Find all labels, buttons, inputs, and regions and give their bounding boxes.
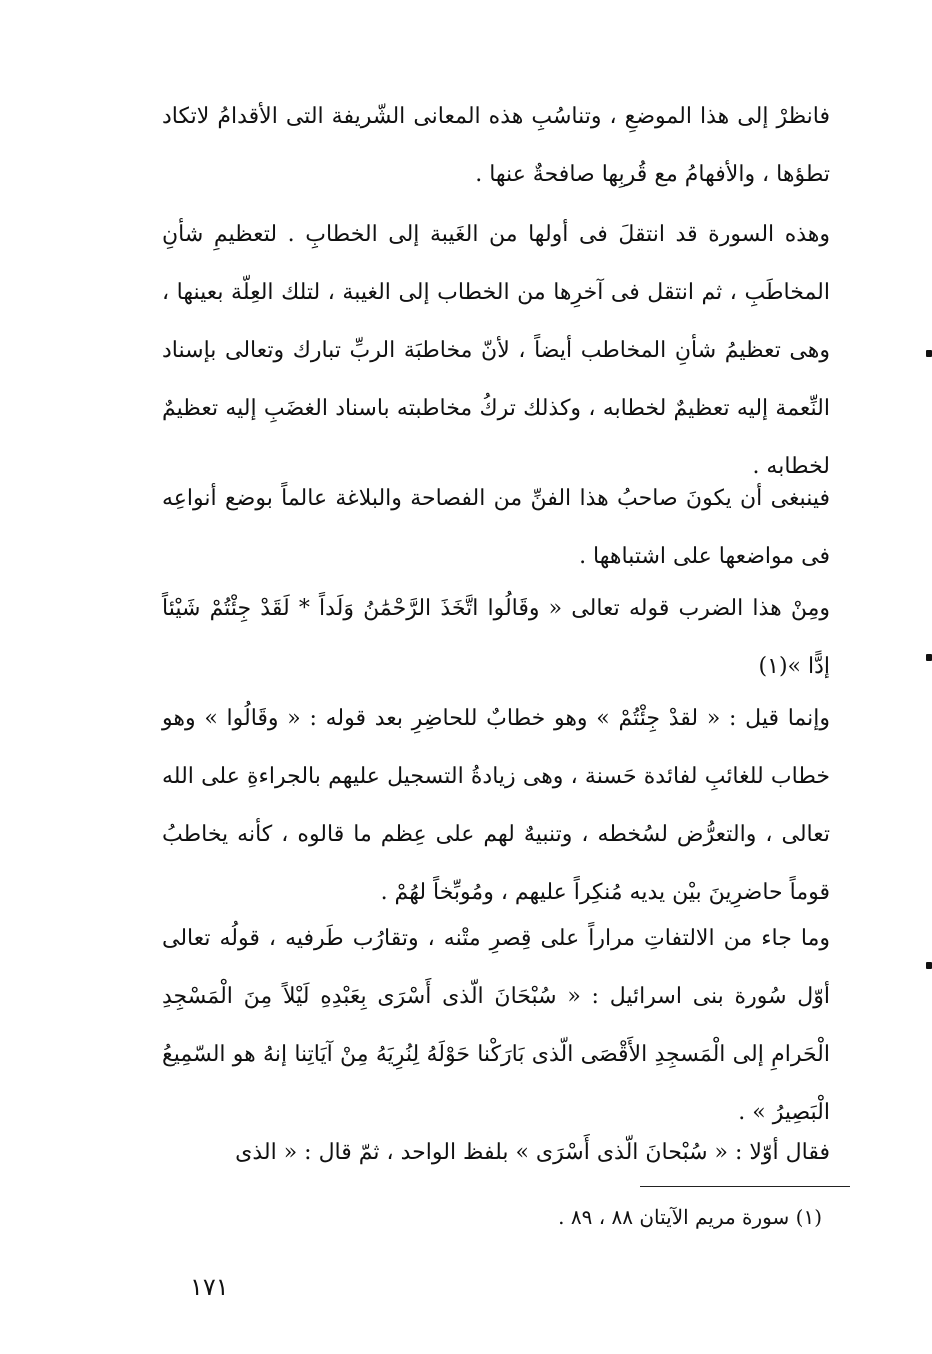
margin-mark xyxy=(926,654,932,661)
footnote: (١) سورة مريم الآيتان ٨٨ ، ٨٩ . xyxy=(558,1205,822,1229)
paragraph-2: وهذه السورة قد انتقلَ فى أولها من الغَيبة إلى الخطابِ . لتعظيمِ شأنِ المخاطَبِ ، ثم انتقل فى آخرِها من الخطاب إلى الغيبة ، لتلك العِلّة بعينها ، وهى تعظيمُ شأنِ المخاطب أيضاً ، لأنّ مخاطبَة الربِّ تبارك وتعالى بإسناد النِّعمة إليه تعظيمٌ لخطابه ، وكذلك تركُ مخاطبته باسناد الغضَبِ إليه تعظيمٌ لخطابه . xyxy=(162,222,830,479)
margin-mark xyxy=(926,350,932,357)
paragraph-5: وإنما قيل : « لقدْ جِئْتُمْ » وهو خطابٌ للحاضِرِ بعد قوله : « وقَالُوا » وهو خطاب للغائبِ لفائدة حَسنة ، وهى زيادةُ التسجيل عليهم بالجراءةِ على الله تعالى ، والتعرُّض لسُخطه ، وتنبيهٌ لهم على عِظم ما قالوه ، كأنه يخاطبُ قوماً حاضرِينَ بيْن يديه مُنكِراً عليهم ، ومُوبِّخاً لهُمْ . xyxy=(162,706,830,905)
paragraph-3: فينبغى أن يكونَ صاحبُ هذا الفنِّ من الفصاحة والبلاغة عالماً بوضع أنواعِه فى مواضعها على اشتباهها . xyxy=(162,486,830,569)
paragraph-1: فانظرْ إلى هذا الموضعِ ، وتناسُبِ هذه المعانى الشّريفة التى الأقدامُ لاتكاد تطؤها ، والأفهامُ مع قُربِها صافحةٌ عنها . xyxy=(162,104,831,187)
margin-mark xyxy=(926,962,932,969)
page-number: ١٧١ xyxy=(190,1273,229,1301)
paragraph-4: ومِنْ هذا الضرب قوله تعالى « وقَالُوا اتَّخَذَ الرَّحْمَٰنُ وَلَداً * لَقَدْ جِئْتُمْ شَيْئاً إدًّا »(١) xyxy=(162,596,830,679)
footnote-divider xyxy=(640,1186,850,1187)
paragraph-6: وما جاء من الالتفاتِ مراراً على قِصرِ متْنه ، وتقارُب طَرفيه ، قولُه تعالى أوّل سُورة بنى اسرائيل : « سُبْحَانَ الّذى أَسْرَى بِعَبْدِهِ لَيْلاً مِنَ الْمَسْجِدِ الْحَرامِ إلى الْمَسجِدِ الأَقْصَى الّذى بَارَكْنا حَوْلَهُ لِنُرِيَهُ مِنْ آيَاتِنا إنهُ هو السّمِيعُ الْبَصِيرُ » . xyxy=(162,926,830,1125)
paragraph-7: فقال أوّلا : « سُبْحانَ الّذى أَسْرَى » بلفظ الواحد ، ثمّ قال : « الذى xyxy=(235,1140,830,1165)
